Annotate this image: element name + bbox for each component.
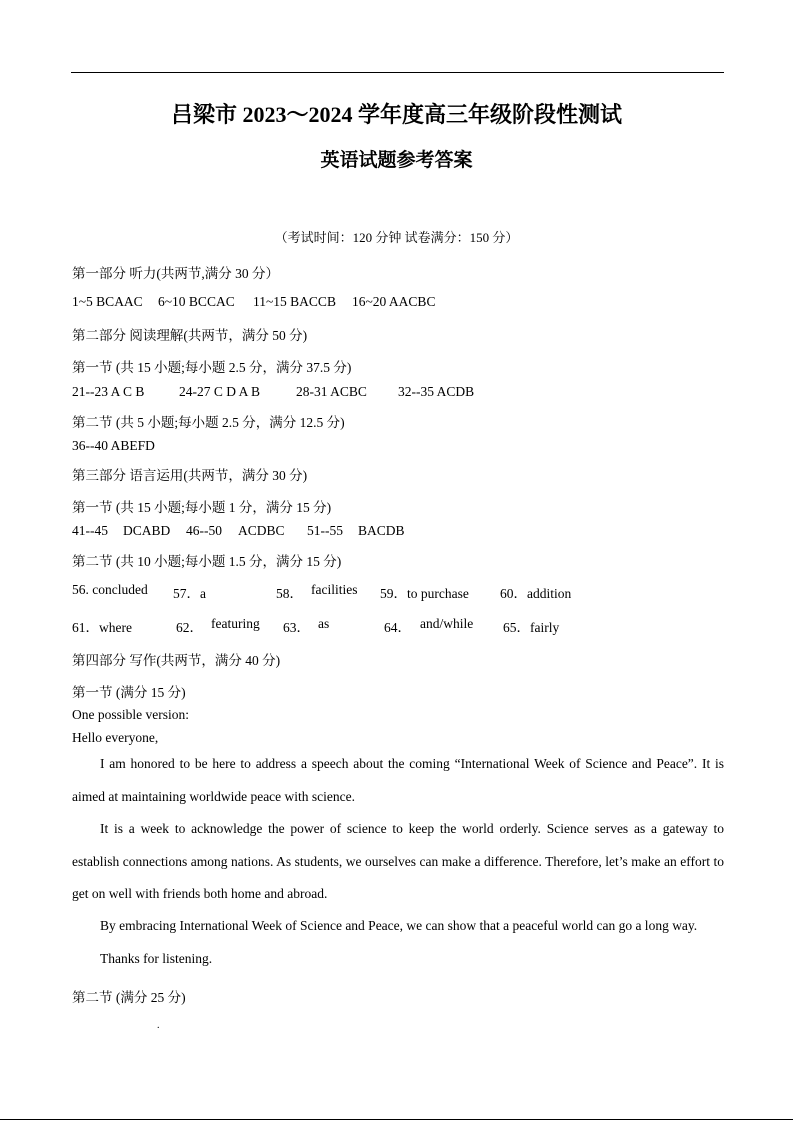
answer-item: 59．to purchase — [380, 586, 469, 601]
answer-number: 62． — [176, 620, 203, 635]
version-label: One possible version: — [72, 707, 189, 722]
part1-heading: 第一部分 听力(共两节,满分 30 分） — [72, 266, 279, 281]
answer-group: 21--23 A C B — [72, 384, 145, 399]
answer-word: facilities — [311, 582, 358, 597]
answer-letters: BACDB — [358, 523, 405, 538]
answer-word: as — [318, 616, 330, 631]
part3-heading: 第三部分 语言运用(共两节，满分 30 分) — [72, 468, 308, 483]
part2-heading: 第二部分 阅读理解(共两节，满分 50 分) — [72, 328, 308, 343]
part2-section2-answers: 36--40 ABEFD — [72, 438, 155, 453]
answer-number: 64． — [384, 620, 411, 635]
answer-number: 63． — [283, 620, 310, 635]
answer-group: 16~20 AACBC — [352, 294, 436, 309]
answer-number: 58． — [276, 586, 303, 601]
answer-item: 65．fairly — [503, 620, 560, 635]
stray-dot: . — [157, 1020, 160, 1031]
answer-item: 57．a — [173, 586, 206, 601]
answer-letters: DCABD — [123, 523, 171, 538]
answer-letters: ACDBC — [238, 523, 285, 538]
answer-word: featuring — [211, 616, 260, 631]
document-title: 吕梁市 2023～2024 学年度高三年级阶段性测试 — [170, 102, 622, 127]
answer-group: 1~5 BCAAC — [72, 294, 143, 309]
answer-range: 46--50 — [186, 523, 222, 538]
part2-section2-heading: 第二节 (共 5 小题;每小题 2.5 分，满分 12.5 分) — [72, 415, 345, 430]
part2-section1-heading: 第一节 (共 15 小题;每小题 2.5 分，满分 37.5 分) — [72, 360, 352, 375]
essay-paragraph: I am honored to be here to address a speech about the coming “International Week of Science and Peace”. It is aimed at maintaining worldwide peace with science. — [72, 756, 724, 804]
answer-group: 24-27 C D A B — [179, 384, 261, 399]
exam-info: （考试时间：120 分钟 试卷满分：150 分） — [274, 230, 519, 245]
answer-item: 56. concluded — [72, 582, 148, 597]
part4-heading: 第四部分 写作(共两节，满分 40 分) — [72, 653, 281, 668]
part3-section1-heading: 第一节 (共 15 小题;每小题 1 分，满分 15 分) — [72, 500, 332, 515]
answer-item: 61．where — [72, 620, 132, 635]
answer-range: 51--55 — [307, 523, 343, 538]
essay-greeting: Hello everyone, — [72, 730, 159, 745]
essay-closing: Thanks for listening. — [100, 951, 213, 966]
part4-section1-heading: 第一节 (满分 15 分) — [72, 685, 186, 700]
essay-paragraph: It is a week to acknowledge the power of science to keep the world orderly. Science serves as a gateway to establish connections among nations. As students, we ourselves can make a difference. Therefore, let’s make an effort to get on well with friends both home and abroad. — [72, 821, 724, 901]
page-bottom-rule — [0, 1119, 793, 1120]
answer-group: 11~15 BACCB — [253, 294, 336, 309]
part4-section2-heading: 第二节 (满分 25 分) — [72, 990, 186, 1005]
answer-group: 6~10 BCCAC — [158, 294, 235, 309]
part3-section2-heading: 第二节 (共 10 小题;每小题 1.5 分，满分 15 分) — [72, 554, 342, 569]
answer-item: 60．addition — [500, 586, 572, 601]
answer-group: 32--35 ACDB — [398, 384, 475, 399]
answer-range: 41--45 — [72, 523, 108, 538]
document-subtitle: 英语试题参考答案 — [320, 149, 473, 171]
answer-group: 28-31 ACBC — [296, 384, 367, 399]
header-rule — [71, 72, 724, 73]
essay-paragraph: By embracing International Week of Science and Peace, we can show that a peaceful world can go a long way. — [100, 918, 698, 933]
answer-word: and/while — [420, 616, 474, 631]
